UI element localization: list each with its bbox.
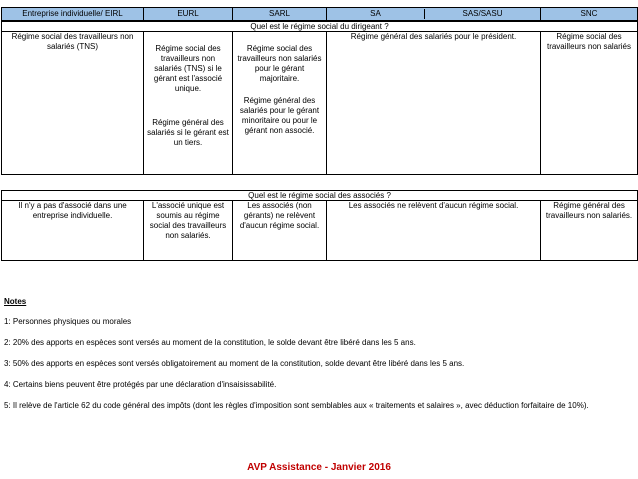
cell-eirl-associes: Il n'y a pas d'associé dans une entreprise individuelle. (2, 201, 144, 261)
question-associes: Quel est le régime social des associés ? (2, 191, 638, 201)
header-sa-label: SA (370, 9, 381, 18)
note-5: 5: Il relève de l'article 62 du code général des impôts (dont les règles d'imposition sont semblables aux « traitements et salaires », avec déduction forfaitaire de 10%). (4, 401, 589, 410)
note-1: 1: Personnes physiques ou morales (4, 317, 132, 326)
header-row-table (1, 7, 638, 21)
dirigeant-table (1, 21, 638, 175)
cell-snc-dirigeant: Régime social des travailleurs non salariés (541, 32, 638, 175)
cell-sarl-associes: Les associés (non gérants) ne relèvent d'aucun régime social. (233, 201, 327, 261)
cell-sa-sas-associes: Les associés ne relèvent d'aucun régime social. (327, 201, 541, 261)
header-sas-label: SAS/SASU (424, 9, 540, 19)
notes-section (4, 296, 634, 411)
footer-text: AVP Assistance - Janvier 2016 (247, 462, 391, 473)
eurl-tns-text: Régime social des travailleurs non salariés (TNS) si le gérant est l'associé unique. (153, 44, 223, 93)
cell-sa-sas-dirigeant: Régime général des salariés pour le président. (327, 32, 541, 175)
sarl-tns-text: Régime social des travailleurs non salariés pour le gérant majoritaire. (237, 44, 322, 83)
note-2: 2: 20% des apports en espèces sont versés au moment de la constitution, le solde devant être libéré dans les 5 ans. (4, 338, 416, 347)
header-sarl: SARL (233, 8, 327, 21)
eurl-general-text: Régime général des salariés si le gérant est un tiers. (147, 118, 229, 147)
notes-title: Notes (4, 297, 27, 306)
cell-eirl-dirigeant: Régime social des travailleurs non salariés (TNS) (2, 32, 144, 175)
sarl-general-text: Régime général des salariés pour le gérant minoritaire ou pour le gérant non associé. (239, 96, 320, 135)
header-eurl: EURL (144, 8, 233, 21)
cell-snc-associes: Régime général des travailleurs non salariés. (541, 201, 638, 261)
cell-sarl-dirigeant (233, 32, 327, 175)
associes-table (1, 190, 638, 261)
cell-eurl-associes: L'associé unique est soumis au régime social des travailleurs non salariés. (144, 201, 233, 261)
header-snc: SNC (541, 8, 638, 21)
question-dirigeant: Quel est le régime social du dirigeant ? (2, 22, 638, 32)
header-sa (327, 8, 541, 21)
header-eirl: Entreprise individuelle/ EIRL (2, 8, 144, 21)
note-4: 4: Certains biens peuvent être protégés par une déclaration d'insaisissabilité. (4, 380, 277, 389)
cell-eurl-dirigeant (144, 32, 233, 175)
note-3: 3: 50% des apports en espèces sont versés obligatoirement au moment de la constitution, solde devant être libéré dans les 5 ans. (4, 359, 465, 368)
